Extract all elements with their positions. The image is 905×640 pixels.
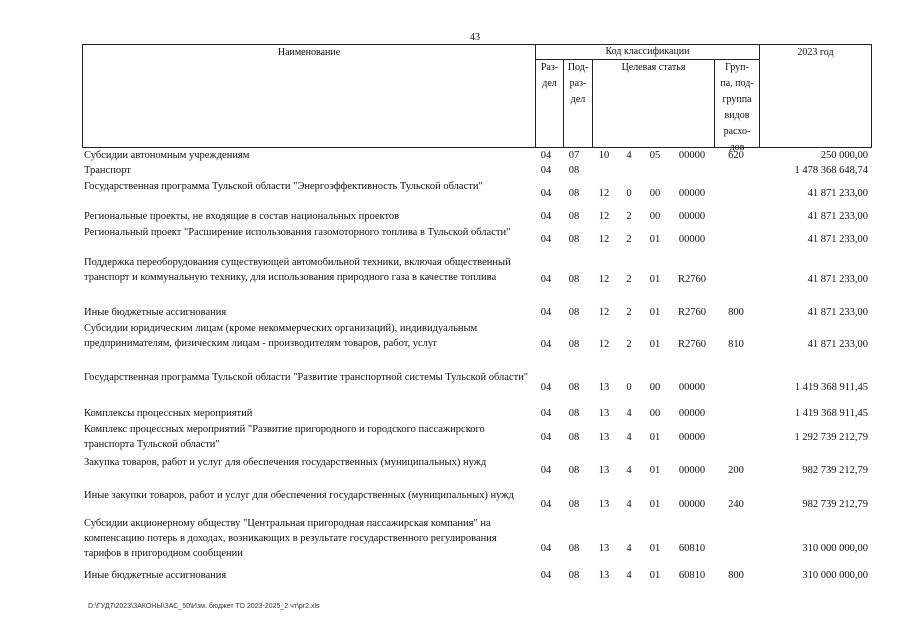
row-code-c1: 13: [598, 499, 610, 510]
row-code-prz: 08: [568, 307, 580, 318]
row-name: Субсидии автономным учреждениям: [84, 150, 250, 161]
row-code-rz: 04: [540, 382, 552, 393]
row-code-c4: 60810: [678, 543, 706, 554]
row-code-c2: 4: [626, 499, 632, 510]
row-code-prz: 08: [568, 165, 580, 176]
row-code-c2: 4: [626, 465, 632, 476]
row-code-c4: 00000: [678, 465, 706, 476]
row-code-vr: 620: [728, 150, 744, 161]
row-code-c3: 01: [649, 543, 661, 554]
row-name: Региональные проекты, не входящие в состав национальных проектов: [84, 211, 400, 222]
row-name: Государственная программа Тульской области "Энергоэффективность Тульской области": [84, 181, 483, 192]
row-name: Иные закупки товаров, работ и услуг для обеспечения государственных (муниципальных) нужд: [84, 490, 514, 501]
row-code-c3: 00: [649, 382, 661, 393]
table-row: [82, 148, 872, 162]
header-razdel: Раз- дел: [535, 59, 564, 148]
header-year: 2023 год: [759, 44, 872, 148]
row-code-rz: 04: [540, 465, 552, 476]
row-name: Субсидии акционерному обществу "Центральная пригородная пассажирская компания" на компенсацию потерь в доходах, возникающих в результате государственного регулирования тарифов в пригородном сообщении: [84, 518, 497, 559]
header-classification: Код классификации: [535, 44, 760, 60]
row-amount: 250 000,00: [820, 150, 868, 161]
row-code-c2: 0: [626, 382, 632, 393]
row-code-c1: 10: [598, 150, 610, 161]
row-code-rz: 04: [540, 543, 552, 554]
row-amount: 41 871 233,00: [807, 274, 868, 285]
row-code-prz: 08: [568, 465, 580, 476]
page-number: 43: [470, 32, 480, 43]
row-code-c3: 01: [649, 499, 661, 510]
row-code-c4: 00000: [678, 408, 706, 419]
table-row: [82, 422, 872, 454]
row-code-prz: 08: [568, 274, 580, 285]
row-code-c3: 01: [649, 274, 661, 285]
table-row: [82, 370, 872, 405]
row-code-prz: 08: [568, 570, 580, 581]
row-amount: 982 739 212,79: [802, 465, 868, 476]
row-code-vr: 240: [728, 499, 744, 510]
row-code-rz: 04: [540, 150, 552, 161]
row-code-prz: 08: [568, 432, 580, 443]
row-code-c2: 2: [626, 339, 632, 350]
row-amount: 1 419 368 911,45: [794, 408, 868, 419]
row-name: Поддержка переоборудования существующей автомобильной техники, включая общественный транспорт и коммунальную технику, для использования природного газа в качестве топлива: [84, 257, 511, 283]
row-code-c4: 00000: [678, 382, 706, 393]
row-code-rz: 04: [540, 339, 552, 350]
row-code-rz: 04: [540, 165, 552, 176]
row-name: Комплексы процессных мероприятий: [84, 408, 253, 419]
row-code-c4: 00000: [678, 234, 706, 245]
row-code-prz: 08: [568, 339, 580, 350]
row-code-c4: 00000: [678, 188, 706, 199]
row-code-c1: 13: [598, 543, 610, 554]
row-amount: 1 419 368 911,45: [794, 382, 868, 393]
row-code-c2: 2: [626, 274, 632, 285]
row-code-prz: 08: [568, 408, 580, 419]
row-code-prz: 08: [568, 499, 580, 510]
row-amount: 41 871 233,00: [807, 339, 868, 350]
row-code-prz: 08: [568, 188, 580, 199]
row-code-rz: 04: [540, 188, 552, 199]
row-amount: 982 739 212,79: [802, 499, 868, 510]
row-code-prz: 08: [568, 211, 580, 222]
row-code-c3: 01: [649, 432, 661, 443]
table-row: [82, 321, 872, 369]
row-name: Закупка товаров, работ и услуг для обеспечения государственных (муниципальных) нужд: [84, 457, 487, 468]
row-code-c3: 01: [649, 234, 661, 245]
row-amount: 41 871 233,00: [807, 188, 868, 199]
header-target: Целевая статья: [592, 59, 715, 148]
row-code-c1: 13: [598, 570, 610, 581]
table-row: [82, 568, 872, 584]
row-code-c3: 01: [649, 307, 661, 318]
row-code-rz: 04: [540, 307, 552, 318]
row-code-c4: 00000: [678, 432, 706, 443]
row-code-c3: 05: [649, 150, 661, 161]
row-code-rz: 04: [540, 570, 552, 581]
row-code-prz: 08: [568, 543, 580, 554]
row-amount: 1 478 368 648,74: [794, 165, 868, 176]
row-code-c4: 00000: [678, 150, 706, 161]
row-code-prz: 08: [568, 234, 580, 245]
header-name: Наименование: [82, 44, 536, 148]
table-row: [82, 179, 872, 208]
row-name: Комплекс процессных мероприятий "Развитие пригородного и городского пассажирского транспорта Тульской области": [84, 424, 485, 450]
row-code-c2: 4: [626, 432, 632, 443]
row-code-c3: 01: [649, 570, 661, 581]
row-amount: 310 000 000,00: [802, 570, 868, 581]
row-code-c3: 00: [649, 211, 661, 222]
row-code-c3: 01: [649, 339, 661, 350]
row-code-c4: R2760: [677, 307, 706, 318]
row-code-c1: 13: [598, 465, 610, 476]
row-name: Государственная программа Тульской области "Развитие транспортной системы Тульской области": [84, 372, 529, 383]
row-code-c4: 60810: [678, 570, 706, 581]
row-amount: 41 871 233,00: [807, 211, 868, 222]
row-code-c4: R2760: [677, 339, 706, 350]
row-code-c2: 4: [626, 408, 632, 419]
row-code-rz: 04: [540, 234, 552, 245]
row-code-rz: 04: [540, 274, 552, 285]
row-name: Иные бюджетные ассигнования: [84, 570, 227, 581]
row-name: Транспорт: [84, 165, 131, 176]
table-row: [82, 455, 872, 487]
row-amount: 41 871 233,00: [807, 307, 868, 318]
table-row: [82, 406, 872, 422]
row-amount: 310 000 000,00: [802, 543, 868, 554]
header-group: Груп- па, под- группа видов расхо- дов: [714, 59, 760, 148]
row-code-c1: 13: [598, 408, 610, 419]
row-code-c3: 00: [649, 188, 661, 199]
row-code-c1: 12: [598, 274, 610, 285]
row-name: Региональный проект "Расширение использования газомоторного топлива в Тульской области": [84, 227, 511, 238]
row-code-c2: 0: [626, 188, 632, 199]
row-code-c2: 2: [626, 307, 632, 318]
row-code-vr: 800: [728, 570, 744, 581]
row-code-vr: 800: [728, 307, 744, 318]
table-row: [82, 255, 872, 304]
row-code-rz: 04: [540, 499, 552, 510]
row-code-rz: 04: [540, 211, 552, 222]
row-code-c1: 12: [598, 211, 610, 222]
row-code-vr: 200: [728, 465, 744, 476]
row-code-c4: R2760: [677, 274, 706, 285]
row-name: Субсидии юридическим лицам (кроме некоммерческих организаций), индивидуальным предпринимателям, физическим лицам - производителям товаров, работ, услуг: [84, 323, 478, 349]
row-code-c1: 12: [598, 234, 610, 245]
footer-file-path: D:\ГУД7\2023\ЗАКОНЫ\ЗАС_50\Изм. бюджет ТО 2023-2025_2 чт\pr2.xls: [88, 603, 320, 610]
row-amount: 1 292 739 212,79: [794, 432, 868, 443]
row-code-prz: 07: [568, 150, 580, 161]
table-row: [82, 163, 872, 178]
row-code-c3: 01: [649, 465, 661, 476]
row-code-c4: 00000: [678, 211, 706, 222]
row-code-rz: 04: [540, 432, 552, 443]
table-row: [82, 225, 872, 254]
table-row: [82, 305, 872, 321]
row-code-c2: 4: [626, 570, 632, 581]
row-code-c4: 00000: [678, 499, 706, 510]
table-row: [82, 209, 872, 224]
row-code-c1: 12: [598, 339, 610, 350]
row-code-c1: 13: [598, 382, 610, 393]
row-code-vr: 810: [728, 339, 744, 350]
row-code-prz: 08: [568, 382, 580, 393]
row-code-rz: 04: [540, 408, 552, 419]
header-podrazdel: Под- раз- дел: [563, 59, 593, 148]
row-code-c2: 2: [626, 211, 632, 222]
row-code-c3: 00: [649, 408, 661, 419]
row-code-c2: 4: [626, 150, 632, 161]
row-code-c1: 13: [598, 432, 610, 443]
row-code-c2: 4: [626, 543, 632, 554]
row-code-c1: 12: [598, 307, 610, 318]
row-amount: 41 871 233,00: [807, 234, 868, 245]
row-name: Иные бюджетные ассигнования: [84, 307, 227, 318]
row-code-c1: 12: [598, 188, 610, 199]
row-code-c2: 2: [626, 234, 632, 245]
